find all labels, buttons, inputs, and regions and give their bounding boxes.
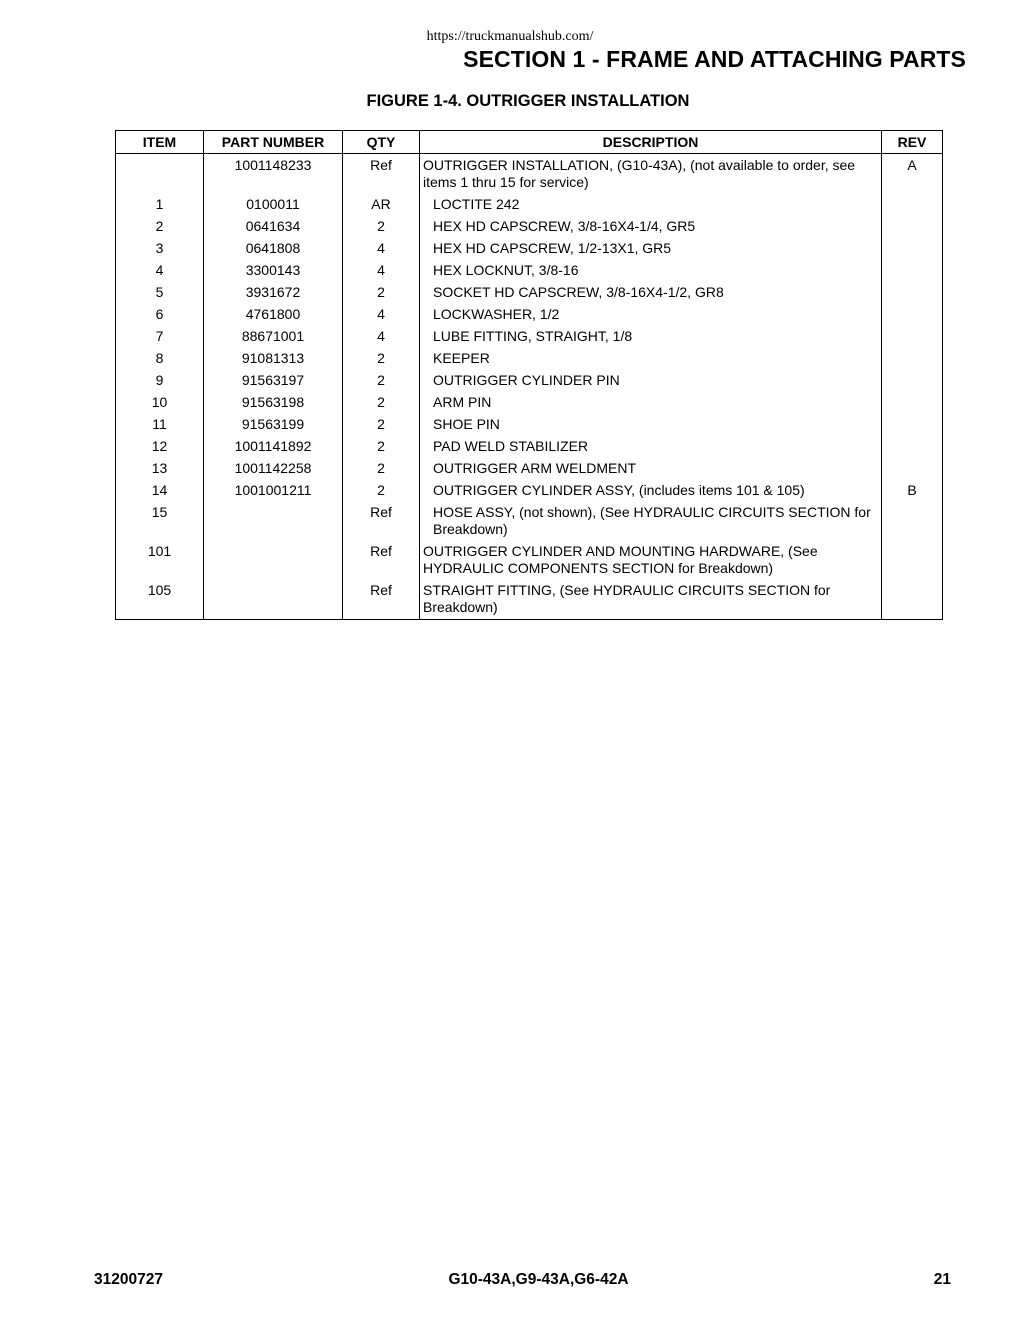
part-number-cell: 91563199 (204, 414, 343, 436)
table-row (116, 326, 943, 348)
part-number-cell: 3300143 (204, 260, 343, 282)
description-cell: LOCKWASHER, 1/2 (420, 304, 882, 326)
page-number: 21 (933, 1271, 951, 1288)
item-cell: 2 (116, 216, 204, 238)
qty-cell: 2 (343, 414, 420, 436)
qty-cell: Ref (343, 154, 420, 195)
column-header-qty: QTY (343, 131, 420, 154)
rev-cell: A (882, 154, 943, 195)
qty-cell: 2 (343, 436, 420, 458)
table-row (116, 282, 943, 304)
parts-table (115, 130, 943, 620)
table-row (116, 304, 943, 326)
part-number-cell: 0100011 (204, 194, 343, 216)
item-cell: 3 (116, 238, 204, 260)
part-number-cell (204, 541, 343, 580)
description-cell: OUTRIGGER CYLINDER AND MOUNTING HARDWARE, (See HYDRAULIC COMPONENTS SECTION for Breakdown) (420, 541, 882, 580)
description-cell: ARM PIN (420, 392, 882, 414)
part-number-cell: 1001141892 (204, 436, 343, 458)
table-row (116, 370, 943, 392)
column-header-item: ITEM (116, 131, 204, 154)
item-cell: 4 (116, 260, 204, 282)
rev-cell (882, 436, 943, 458)
part-number-cell: 91563197 (204, 370, 343, 392)
section-title: SECTION 1 - FRAME AND ATTACHING PARTS (463, 46, 966, 72)
item-cell: 1 (116, 194, 204, 216)
table-row (116, 414, 943, 436)
rev-cell (882, 414, 943, 436)
description-cell: SHOE PIN (420, 414, 882, 436)
qty-cell: 4 (343, 260, 420, 282)
qty-cell: 2 (343, 348, 420, 370)
rev-cell (882, 326, 943, 348)
table-row (116, 216, 943, 238)
table-row (116, 238, 943, 260)
part-number-cell: 0641634 (204, 216, 343, 238)
table-row (116, 580, 943, 620)
rev-cell: B (882, 480, 943, 502)
item-cell (116, 154, 204, 195)
description-cell: PAD WELD STABILIZER (420, 436, 882, 458)
part-number-cell: 3931672 (204, 282, 343, 304)
part-number-cell: 0641808 (204, 238, 343, 260)
qty-cell: 4 (343, 238, 420, 260)
column-header-part-number: PART NUMBER (204, 131, 343, 154)
table-row (116, 480, 943, 502)
rev-cell (882, 216, 943, 238)
part-number-cell: 4761800 (204, 304, 343, 326)
description-cell: HEX HD CAPSCREW, 1/2-13X1, GR5 (420, 238, 882, 260)
description-cell: OUTRIGGER INSTALLATION, (G10-43A), (not available to order, see items 1 thru 15 for service) (420, 154, 882, 195)
qty-cell: Ref (343, 580, 420, 620)
rev-cell (882, 194, 943, 216)
item-cell: 11 (116, 414, 204, 436)
part-number-cell: 91081313 (204, 348, 343, 370)
document-number: 31200727 (94, 1271, 163, 1288)
table-row (116, 541, 943, 580)
parts-table-body (116, 154, 943, 620)
table-row (116, 348, 943, 370)
qty-cell: 2 (343, 282, 420, 304)
qty-cell: 2 (343, 216, 420, 238)
rev-cell (882, 502, 943, 541)
item-cell: 14 (116, 480, 204, 502)
qty-cell: 2 (343, 458, 420, 480)
rev-cell (882, 238, 943, 260)
description-cell: HEX LOCKNUT, 3/8-16 (420, 260, 882, 282)
model-list: G10-43A,G9-43A,G6-42A (448, 1271, 629, 1288)
description-cell: OUTRIGGER ARM WELDMENT (420, 458, 882, 480)
item-cell: 105 (116, 580, 204, 620)
rev-cell (882, 282, 943, 304)
qty-cell: 2 (343, 370, 420, 392)
table-row (116, 436, 943, 458)
item-cell: 10 (116, 392, 204, 414)
qty-cell: 2 (343, 392, 420, 414)
rev-cell (882, 348, 943, 370)
part-number-cell (204, 580, 343, 620)
item-cell: 8 (116, 348, 204, 370)
description-cell: HEX HD CAPSCREW, 3/8-16X4-1/4, GR5 (420, 216, 882, 238)
rev-cell (882, 304, 943, 326)
rev-cell (882, 392, 943, 414)
part-number-cell: 88671001 (204, 326, 343, 348)
column-header-description: DESCRIPTION (420, 131, 882, 154)
qty-cell: Ref (343, 541, 420, 580)
column-header-rev: REV (882, 131, 943, 154)
qty-cell: 4 (343, 326, 420, 348)
rev-cell (882, 260, 943, 282)
description-cell: SOCKET HD CAPSCREW, 3/8-16X4-1/2, GR8 (420, 282, 882, 304)
table-header-row (116, 131, 943, 154)
table-row (116, 458, 943, 480)
description-cell: OUTRIGGER CYLINDER PIN (420, 370, 882, 392)
description-cell: LUBE FITTING, STRAIGHT, 1/8 (420, 326, 882, 348)
item-cell: 6 (116, 304, 204, 326)
table-row (116, 154, 943, 195)
item-cell: 15 (116, 502, 204, 541)
item-cell: 9 (116, 370, 204, 392)
rev-cell (882, 458, 943, 480)
item-cell: 13 (116, 458, 204, 480)
figure-title: FIGURE 1-4. OUTRIGGER INSTALLATION (366, 92, 690, 110)
rev-cell (882, 580, 943, 620)
part-number-cell: 91563198 (204, 392, 343, 414)
qty-cell: Ref (343, 502, 420, 541)
description-cell: KEEPER (420, 348, 882, 370)
table-row (116, 260, 943, 282)
table-row (116, 502, 943, 541)
rev-cell (882, 541, 943, 580)
part-number-cell: 1001148233 (204, 154, 343, 195)
description-cell: LOCTITE 242 (420, 194, 882, 216)
qty-cell: 4 (343, 304, 420, 326)
part-number-cell: 1001142258 (204, 458, 343, 480)
description-cell: OUTRIGGER CYLINDER ASSY, (includes items 101 & 105) (420, 480, 882, 502)
qty-cell: AR (343, 194, 420, 216)
description-cell: STRAIGHT FITTING, (See HYDRAULIC CIRCUITS SECTION for Breakdown) (420, 580, 882, 620)
part-number-cell: 1001001211 (204, 480, 343, 502)
item-cell: 101 (116, 541, 204, 580)
rev-cell (882, 370, 943, 392)
description-cell: HOSE ASSY, (not shown), (See HYDRAULIC CIRCUITS SECTION for Breakdown) (420, 502, 882, 541)
item-cell: 7 (116, 326, 204, 348)
qty-cell: 2 (343, 480, 420, 502)
item-cell: 5 (116, 282, 204, 304)
item-cell: 12 (116, 436, 204, 458)
table-row (116, 194, 943, 216)
source-url[interactable]: https://truckmanualshub.com/ (426, 29, 594, 44)
part-number-cell (204, 502, 343, 541)
table-row (116, 392, 943, 414)
